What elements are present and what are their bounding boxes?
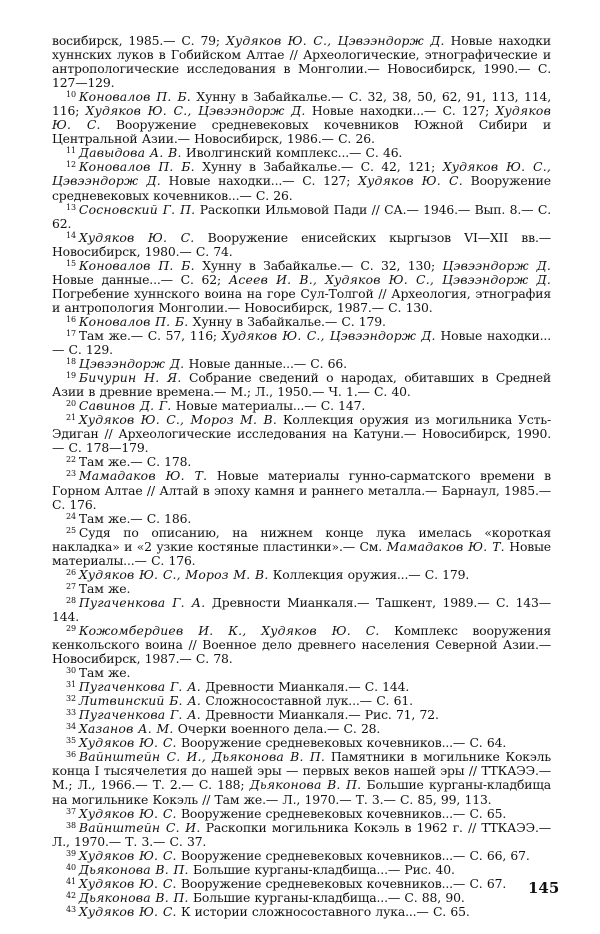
- citation-text: Очерки военного дела.— С. 28.: [173, 721, 381, 737]
- footnote-number: 32: [66, 694, 76, 704]
- footnote-number: 39: [66, 848, 76, 858]
- citation-text: восибирск, 1985.— С. 79;: [52, 33, 226, 48]
- citation-text: Хунну в Забайкалье.— С. 179.: [188, 313, 386, 329]
- footnote: [52, 624, 551, 666]
- citation-text: К истории сложносоставного лука...— С. 65.: [176, 903, 470, 919]
- citation-text: Древности Мианкаля.— Ташкент, 1989.— С. 143—144.: [52, 594, 552, 624]
- footnote-number: 43: [66, 904, 76, 914]
- footnotes-block: [52, 34, 551, 919]
- citation-text: Древности Мианкаля.— Рис. 71, 72.: [200, 707, 439, 723]
- footnote: [52, 231, 551, 259]
- citation-text: Собрание сведений о народах, обитавших в Средней Азии в древние времена.— М.; Л., 1950.— Ч. 1.— С. 40.: [52, 370, 551, 400]
- author-name: Коновалов П. Б.: [78, 159, 195, 175]
- author-name: Цэвээндорж Д.: [78, 356, 185, 372]
- author-name: Давыдова А. В.: [78, 145, 182, 161]
- footnote: [52, 849, 551, 863]
- author-name: Савинов Д. Г.: [78, 398, 172, 414]
- author-name: Дьяконова В. П.: [78, 861, 189, 877]
- footnote-number: 41: [66, 876, 76, 886]
- author-name: Сосновский Г. П.: [78, 201, 196, 217]
- citation-text: Иволгинский комплекс...— С. 46.: [181, 145, 403, 161]
- citation-text: Новые данные...— С. 66.: [184, 356, 347, 372]
- footnote: [52, 203, 551, 231]
- footnote-number: 27: [66, 581, 76, 591]
- footnote: [52, 821, 551, 849]
- citation-text: Большие курганы-кладбища на могильнике Кокэль // Там же.— Л., 1970.— Т. 3.— С. 85, 99, 113.: [52, 777, 551, 807]
- author-name: Дьяконова В. П.: [249, 777, 362, 793]
- footnote: [52, 905, 551, 919]
- footnote-number: 25: [66, 525, 76, 535]
- footnote-number: 42: [66, 890, 76, 900]
- footnote-number: 19: [66, 371, 76, 381]
- footnote: [52, 891, 551, 905]
- citation-text: Новые материалы...— С. 147.: [171, 398, 366, 414]
- author-name: Коновалов П. Б.: [78, 257, 195, 273]
- footnote-number: 29: [66, 623, 76, 633]
- citation-text: Большие курганы-кладбища...— Рис. 40.: [188, 861, 455, 877]
- footnote-number: 17: [66, 328, 76, 338]
- footnote: [52, 526, 551, 568]
- citation-text: Вооружение средневековых кочевников...— С. 66, 67.: [176, 847, 530, 863]
- citation-text: Там же.— С. 57, 116;: [78, 327, 222, 343]
- citation-text: Коллекция оружия из могильника Усть-Эдиган // Археологические исследования на Катуни.— Новосибирск, 1990.— С. 178—179.: [52, 412, 551, 456]
- citation-text: Хунну в Забайкалье.— С. 42, 121;: [194, 159, 443, 175]
- footnote: [52, 596, 551, 624]
- citation-text: Вооружение средневековых кочевников...— С. 64.: [176, 735, 507, 751]
- footnote-number: 40: [66, 862, 76, 872]
- footnote-number: 35: [66, 736, 76, 746]
- author-name: Мамадаков Ю. Т.: [386, 538, 505, 554]
- author-name: Вайнштейн С. И.: [78, 819, 201, 835]
- footnote: [52, 34, 551, 90]
- author-name: Коновалов П. Б.: [78, 313, 189, 329]
- citation-text: Новые материалы гунно-сарматского времени в Горном Алтае // Алтай в эпоху камня и раннего металла.— Барнаул, 1985.— С. 176.: [52, 468, 551, 512]
- footnote: [52, 568, 551, 582]
- footnote-number: 38: [66, 820, 76, 830]
- footnote: [52, 90, 551, 146]
- citation-text: Вооружение енисейских кыргызов VI—XII вв.— Новосибирск, 1980.— С. 74.: [52, 229, 551, 259]
- citation-text: Сложносоставной лук...— С. 61.: [201, 693, 413, 709]
- author-name: Худяков Ю. С.: [78, 735, 177, 751]
- footnote: [52, 722, 551, 736]
- footnote: [52, 399, 551, 413]
- citation-text: Там же.: [78, 580, 131, 596]
- citation-text: Вооружение средневековых кочевников...— С. 26.: [52, 173, 551, 203]
- citation-text: Комплекс вооружения кенкольского воина // Военное дело древнего населения Северной Азии.— Новосибирск, 1987.— С. 78.: [52, 622, 551, 667]
- footnote-number: 24: [66, 511, 76, 521]
- author-name: Асеев И. В., Худяков Ю. С., Цэвээндорж Д.: [228, 271, 551, 287]
- author-name: Худяков Ю. С., Цэвээндорж Д.: [52, 159, 552, 189]
- footnote: [52, 680, 551, 694]
- citation-text: Вооружение средневековых кочевников...— С. 65.: [176, 805, 507, 821]
- footnote-number: 21: [66, 413, 76, 423]
- citation-text: Раскопки могильника Кокэль в 1962 г. // ТТКАЭЭ.— Л., 1970.— Т. 3.— С. 37.: [52, 819, 551, 849]
- citation-text: Новые находки...— С. 127;: [160, 173, 359, 189]
- author-name: Худяков Ю. С.: [78, 229, 195, 245]
- author-name: Худяков Ю. С., Мороз М. В.: [78, 566, 269, 582]
- citation-text: Памятники в могильнике Кокэль конца I тысячелетия до нашей эры — первых веков нашей эры // ТТКАЭЭ.— М.; Л., 1966.— Т. 2.— С. 188;: [52, 749, 551, 793]
- footnote-number: 12: [66, 160, 76, 170]
- citation-text: Хунну в Забайкалье.— С. 32, 38, 50, 62, 91, 113, 114, 116;: [52, 89, 551, 119]
- citation-text: Хунну в Забайкалье.— С. 32, 130;: [194, 257, 443, 273]
- author-name: Кожомбердиев И. К., Худяков Ю. С.: [78, 622, 380, 638]
- citation-text: Новые находки...— С. 129.: [52, 327, 551, 358]
- footnote: [52, 329, 551, 357]
- author-name: Цэвээндорж Д.: [442, 257, 551, 273]
- footnote-number: 15: [66, 258, 76, 268]
- author-name: Дьяконова В. П.: [78, 889, 189, 905]
- author-name: Худяков Ю. С.: [78, 805, 177, 821]
- author-name: Бичурин Н. Я.: [78, 370, 182, 386]
- author-name: Пугаченкова Г. А.: [78, 679, 201, 695]
- footnote: [52, 807, 551, 821]
- footnote-number: 10: [66, 90, 76, 100]
- author-name: Коновалов П. Б.: [78, 89, 191, 105]
- footnote-number: 34: [66, 722, 76, 732]
- footnote: [52, 469, 551, 511]
- citation-text: Новые материалы...— С. 176.: [52, 538, 551, 568]
- author-name: Хазанов А. М.: [78, 721, 174, 737]
- author-name: Литвинский Б. А.: [78, 693, 202, 709]
- footnote-number: 22: [66, 455, 76, 465]
- citation-text: Большие курганы-кладбища...— С. 88, 90.: [188, 889, 465, 905]
- citation-text: Древности Мианкаля.— С. 144.: [200, 679, 410, 695]
- footnote-number: 33: [66, 708, 76, 718]
- author-name: Худяков Ю. С., Мороз М. В.: [78, 412, 277, 428]
- citation-text: Там же.— С. 178.: [78, 454, 192, 470]
- footnote: [52, 259, 551, 315]
- footnote: [52, 582, 551, 596]
- footnote-number: 23: [66, 469, 76, 479]
- footnote-number: 26: [66, 567, 76, 577]
- footnote: [52, 750, 551, 806]
- footnote: [52, 877, 551, 891]
- citation-text: Коллекция оружия...— С. 179.: [268, 566, 470, 582]
- footnote-number: 37: [66, 806, 76, 816]
- footnote-number: 14: [66, 230, 76, 240]
- author-name: Худяков Ю. С., Цэвээндорж Д.: [221, 327, 436, 343]
- footnote-number: 30: [66, 666, 76, 676]
- footnote-number: 16: [66, 314, 76, 324]
- citation-text: Там же.— С. 186.: [78, 510, 192, 526]
- footnote-number: 28: [66, 595, 76, 605]
- citation-text: Новые данные...— С. 62;: [52, 271, 229, 287]
- citation-text: Вооружение средневековых кочевников...— С. 67.: [176, 875, 507, 891]
- author-name: Вайнштейн С. И., Дьяконова В. П.: [78, 749, 325, 765]
- page-number: 145: [528, 879, 560, 897]
- footnote: [52, 863, 551, 877]
- footnote: [52, 666, 551, 680]
- citation-text: Судя по описанию, на нижнем конце лука имелась «короткая накладка» и «2 узкие костяные пластинки».— См.: [52, 524, 551, 554]
- footnote: [52, 413, 551, 455]
- author-name: Пугаченкова Г. А.: [78, 594, 206, 610]
- author-name: Пугаченкова Г. А.: [78, 707, 201, 723]
- footnote: [52, 371, 551, 399]
- footnote-number: 13: [66, 202, 76, 212]
- author-name: Мамадаков Ю. Т.: [78, 468, 208, 484]
- author-name: Худяков Ю. С., Цэвээндорж Д.: [85, 103, 306, 119]
- footnote: [52, 357, 551, 371]
- footnote: [52, 146, 551, 160]
- citation-text: Там же.: [78, 665, 131, 681]
- citation-text: Вооружение средневековых кочевников Южной Сибири и Центральной Азии.— Новосибирск, 1986.— С. 26.: [52, 117, 551, 147]
- footnote: [52, 736, 551, 750]
- footnote-number: 36: [66, 750, 76, 760]
- author-name: Худяков Ю. С.: [78, 847, 177, 863]
- footnote-number: 31: [66, 680, 76, 690]
- author-name: Худяков Ю. С., Цэвээндорж Д.: [225, 33, 445, 48]
- footnote-number: 11: [66, 146, 76, 156]
- footnote: [52, 708, 551, 722]
- footnote-number: 18: [66, 357, 76, 367]
- citation-text: Новые находки...— С. 127;: [305, 103, 496, 119]
- citation-text: Раскопки Ильмовой Пади // СА.— 1946.— Вып. 8.— С. 62.: [52, 201, 551, 231]
- citation-text: Новые находки хуннских луков в Гобийском Алтае // Археологические, этнографические и антропологические исследования в Монголии.— Новосибирск, 1990.— С. 127—129.: [52, 33, 551, 91]
- author-name: Худяков Ю. С.: [52, 103, 551, 133]
- author-name: Худяков Ю. С.: [78, 875, 177, 891]
- author-name: Худяков Ю. С.: [78, 903, 177, 919]
- footnote-number: 20: [66, 399, 76, 409]
- footnote: [52, 315, 551, 329]
- footnote: [52, 160, 551, 202]
- author-name: Худяков Ю. С.: [358, 173, 463, 189]
- citation-text: Погребение хуннского воина на горе Сул-Толгой // Археология, этнография и антропология Монголии.— Новосибирск, 1987.— С. 130.: [52, 285, 551, 315]
- footnote: [52, 455, 551, 469]
- footnote: [52, 512, 551, 526]
- footnote: [52, 694, 551, 708]
